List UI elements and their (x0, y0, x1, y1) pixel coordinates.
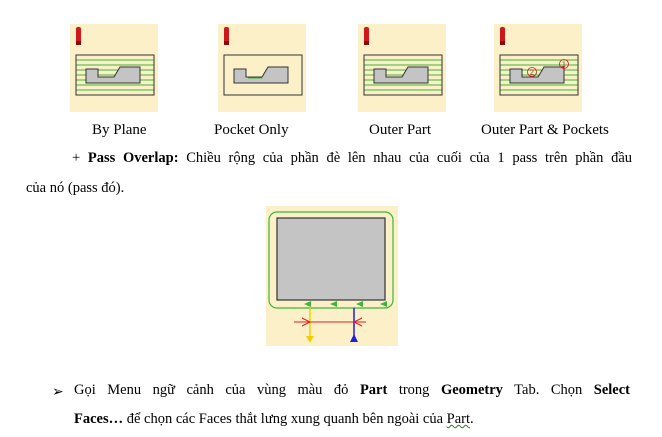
caption-pocket-only: Pocket Only (214, 122, 289, 138)
term-part-underlined: Part (446, 411, 471, 427)
pass-overlap-diagram (266, 206, 398, 346)
caption-outer-part-pockets: Outer Part & Pockets (481, 122, 609, 138)
term-faces: Faces… (74, 411, 124, 427)
para1-prefix: + (72, 150, 88, 166)
order-label-2: 2 (530, 69, 534, 77)
outer-part-thumbnail (358, 24, 446, 112)
by-plane-thumbnail (70, 24, 158, 112)
para1-text: Chiều rộng của phần đè lên nhau của cuối của 1 pass trên phần đầu (178, 150, 633, 166)
part-shape (277, 218, 385, 300)
tool-icon (76, 27, 81, 43)
pass-overlap-paragraph (72, 150, 632, 167)
tool-icon (500, 27, 505, 43)
caption-outer-part: Outer Part (369, 122, 432, 138)
outer-part-pockets-thumbnail (494, 24, 582, 112)
select-faces-paragraph (74, 382, 630, 399)
term-part: Part (359, 382, 388, 398)
para2-text-4: để chọn các Faces thắt lưng xung quanh bên ngoài của (123, 411, 447, 427)
tool-icon (224, 27, 229, 43)
para2-text-1: Gọi Menu ngữ cảnh của vùng màu đỏ (74, 382, 360, 398)
term-select: Select (593, 382, 630, 398)
pass-overlap-term: Pass Overlap: (87, 150, 179, 166)
term-geometry: Geometry (440, 382, 503, 398)
para2-text-3: Tab. Chọn (502, 382, 594, 398)
pocket-only-thumbnail (218, 24, 306, 112)
pass-overlap-paragraph-line2: của nó (pass đó). (26, 180, 125, 196)
tool-icon (364, 27, 369, 43)
bullet-arrow-icon: ➢ (52, 385, 64, 400)
order-label-1: 1 (562, 61, 566, 69)
caption-by-plane: By Plane (92, 122, 147, 138)
para2-text-2: trong (387, 382, 441, 398)
para2-period: . (470, 411, 474, 427)
select-faces-paragraph-line2 (74, 411, 474, 428)
